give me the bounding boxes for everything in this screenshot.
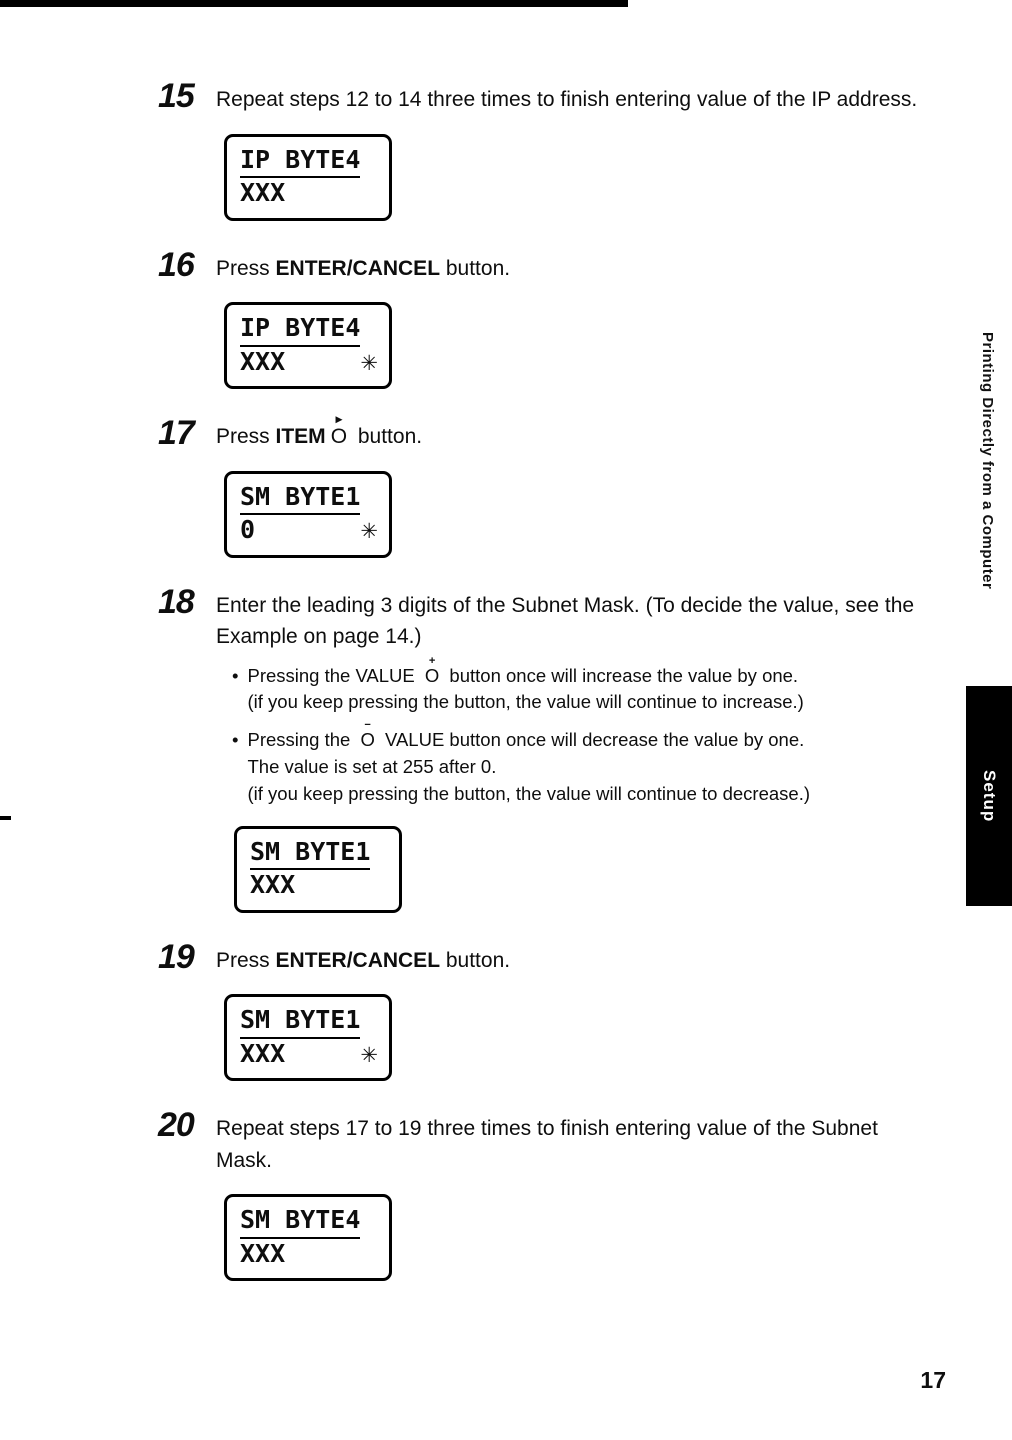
text-run: VALUE button once will decrease the value by one. (379, 729, 805, 751)
button-name: ENTER/CANCEL (275, 948, 441, 972)
scan-edge-mark (0, 816, 11, 820)
lcd-value: XXX (240, 178, 286, 207)
step-instruction (216, 253, 928, 285)
button-name: ENTER/CANCEL (275, 256, 441, 280)
step-16 (158, 245, 942, 392)
step-19 (158, 937, 942, 1084)
text-run: Pressing the VALUE (247, 664, 420, 686)
step-body (216, 412, 942, 560)
lcd-line1: IP BYTE4 (240, 313, 360, 347)
lcd-display (224, 471, 392, 558)
lcd-value: XXX (240, 1038, 286, 1068)
lcd-line1: SM BYTE1 (240, 1005, 360, 1039)
step-number: 15 (158, 77, 194, 115)
minus-icon: − (364, 719, 371, 732)
text-run: (if you keep pressing the button, the value will continue to increase.) (247, 691, 804, 713)
bullet-text (247, 719, 811, 807)
bullet-icon: • (232, 729, 239, 751)
step-instruction: Repeat steps 17 to 19 three times to finish entering value of the Subnet Mask. (216, 1117, 878, 1172)
step-number: 20 (158, 1106, 194, 1145)
item-button-icon (330, 412, 348, 453)
text-run: Press (216, 425, 276, 448)
lcd-row (240, 145, 380, 179)
lcd-row (240, 482, 380, 516)
lcd-line1: SM BYTE4 (240, 1205, 360, 1239)
step-instruction (216, 412, 928, 453)
lcd-display (224, 994, 392, 1081)
text-run: (if you keep pressing the button, the value will continue to decrease.) (247, 782, 811, 804)
bullet-text (247, 654, 804, 717)
value-decrease-button-icon (360, 719, 375, 754)
lcd-row (240, 347, 380, 378)
steps-column (158, 77, 942, 1313)
bullet-item (232, 719, 902, 807)
lcd-display (224, 302, 392, 389)
bullet-item (232, 654, 902, 717)
lcd-display (234, 826, 402, 913)
circle-glyph: O (360, 729, 375, 751)
text-run: The value is set at 255 after 0. (247, 755, 497, 777)
lcd-display (224, 1194, 392, 1281)
text-run: Pressing the (247, 729, 356, 751)
step-body (216, 945, 942, 1084)
step-instruction: Enter the leading 3 digits of the Subnet Mask. (To decide the value, see the Example on page 14.) (216, 593, 915, 648)
step-number: 19 (158, 937, 194, 976)
step-number: 17 (158, 414, 194, 452)
lcd-row (240, 515, 380, 546)
lcd-cursor-icon: ✳ (360, 519, 378, 543)
lcd-row (240, 313, 380, 347)
scan-edge-artifact (0, 0, 628, 7)
lcd-row (250, 837, 390, 871)
step-instruction (216, 945, 928, 977)
lcd-value: XXX (240, 346, 286, 376)
lcd-row (240, 1039, 380, 1070)
lcd-row (250, 870, 390, 901)
page-number: 17 (920, 1367, 946, 1393)
circle-glyph: O (424, 664, 440, 686)
step-17 (158, 412, 942, 560)
text-run: button. (440, 948, 511, 972)
lcd-row (240, 1205, 380, 1239)
lcd-row (240, 1005, 380, 1039)
step-20 (158, 1106, 942, 1283)
step-body (216, 590, 942, 915)
lcd-display (224, 134, 392, 221)
step-number: 16 (158, 245, 194, 284)
step-body (216, 253, 942, 392)
step-body (216, 1113, 942, 1283)
lcd-cursor-icon: ✳ (360, 350, 378, 375)
text-run: button once will increase the value by one. (444, 664, 799, 686)
plus-icon: + (428, 654, 436, 667)
notes-list (232, 654, 942, 808)
text-run: Press (216, 256, 276, 280)
lcd-value: 0 (240, 515, 256, 544)
circle-glyph: O (330, 425, 348, 448)
step-instruction: Repeat steps 12 to 14 three times to finish entering value of the IP address. (216, 88, 918, 111)
text-run: Press (216, 948, 276, 972)
chapter-sidebar-label: Printing Directly from a Computer (979, 332, 996, 590)
bullet-icon: • (232, 664, 239, 686)
lcd-line1: IP BYTE4 (240, 145, 360, 179)
lcd-line1: SM BYTE1 (240, 482, 360, 516)
setup-section-tab: Setup (966, 686, 1012, 906)
lcd-value: XXX (250, 870, 296, 900)
step-18 (158, 582, 942, 915)
step-number: 18 (158, 582, 194, 621)
text-run: button. (440, 256, 511, 280)
text-run: button. (352, 425, 423, 448)
button-name: ITEM (275, 425, 326, 448)
value-increase-button-icon (424, 654, 440, 690)
arrow-right-icon: ▸ (335, 412, 343, 427)
step-15 (158, 77, 942, 223)
lcd-row (240, 178, 380, 209)
step-body (216, 84, 942, 223)
lcd-line1: SM BYTE1 (250, 837, 370, 871)
lcd-cursor-icon: ✳ (360, 1042, 378, 1067)
lcd-value: XXX (240, 1238, 286, 1268)
lcd-row (240, 1239, 380, 1270)
